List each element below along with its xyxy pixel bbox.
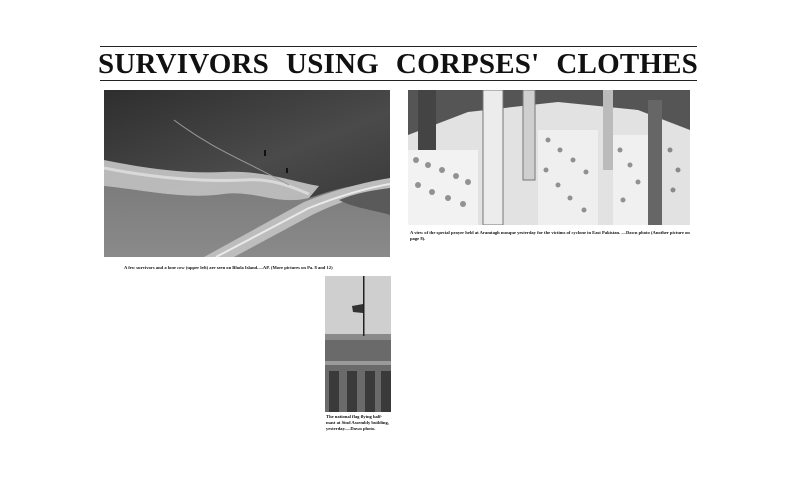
flag-half-mast-image	[325, 276, 391, 412]
photo-flag-half-mast-caption: The national flag flying half-mast at Sind Assembly building, yesterday.—Dawn photo.	[326, 414, 389, 431]
photo-flag-half-mast	[325, 276, 391, 412]
mosque-prayer-image	[408, 90, 690, 225]
headline-rule-bottom	[100, 80, 697, 81]
photo-aerial-island-caption: A few survivors and a lone cow (upper left) are seen on Bhola Island.—AP. (More pictures on Pa. 8 and 12)	[124, 265, 333, 270]
headline-rule-top	[100, 46, 697, 47]
photo-mosque-prayer-caption: A view of the special prayer held at Aramtagh mosque yesterday for the victims of cyclone in East Pakistan. —Dawn photo (Another picture on page 8).	[410, 230, 690, 241]
headline: SURVIVORS USING CORPSES' CLOTHES	[98, 48, 698, 80]
aerial-island-image	[104, 90, 390, 257]
photo-mosque-prayer	[408, 90, 690, 225]
photo-aerial-island	[104, 90, 390, 257]
